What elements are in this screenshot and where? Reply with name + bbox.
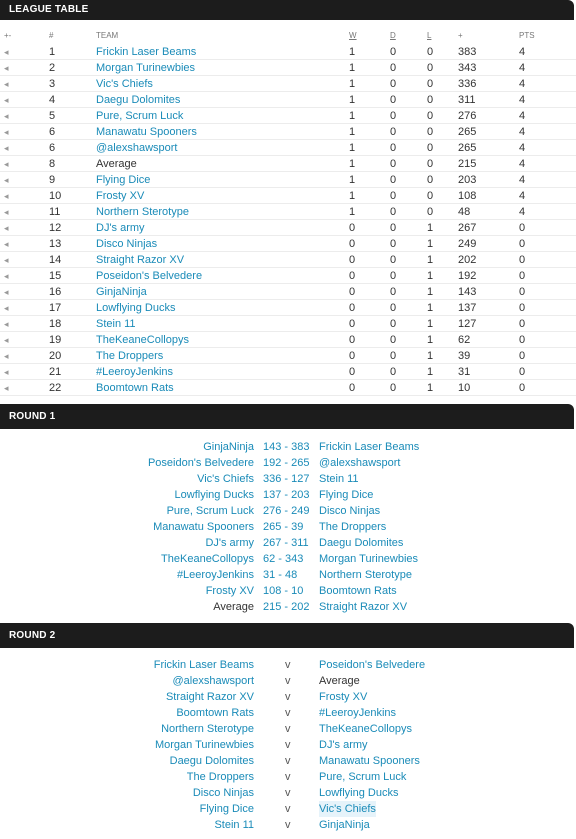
- pts-cell: 4: [519, 142, 526, 154]
- points-for-cell: 127: [458, 318, 477, 330]
- won-cell: 1: [349, 190, 356, 202]
- rank-cell: 20: [49, 350, 62, 362]
- drawn-cell: 0: [390, 366, 397, 378]
- arrow-left-icon: ◂: [4, 191, 9, 201]
- match-score-link[interactable]: 265 - 39: [263, 521, 304, 533]
- won-cell: 0: [349, 286, 356, 298]
- fixture-row: [0, 817, 576, 833]
- arrow-left-icon: ◂: [4, 143, 9, 153]
- points-for-cell: 383: [458, 46, 477, 58]
- points-for-cell: 39: [458, 350, 471, 362]
- home-team-link[interactable]: Frickin Laser Beams: [153, 659, 254, 671]
- away-team-link[interactable]: Vic's Chiefs: [319, 803, 376, 815]
- league-table-column-headers: [0, 31, 576, 45]
- drawn-cell: 0: [390, 350, 397, 362]
- team-link[interactable]: Frickin Laser Beams: [96, 46, 197, 58]
- arrow-left-icon: ◂: [4, 319, 9, 329]
- lost-cell: 1: [427, 350, 434, 362]
- away-team-link[interactable]: @alexshawsport: [319, 457, 401, 469]
- versus-label: v: [285, 675, 291, 687]
- match-row: [0, 583, 576, 599]
- drawn-cell: 0: [390, 142, 397, 154]
- match-row: [0, 599, 576, 615]
- table-row: [0, 300, 576, 316]
- points-for-cell: 108: [458, 190, 477, 202]
- pts-cell: 4: [519, 62, 526, 74]
- rank-cell: 19: [49, 334, 62, 346]
- lost-cell: 1: [427, 382, 434, 394]
- match-score-link[interactable]: 137 - 203: [263, 489, 310, 501]
- pts-cell: 4: [519, 46, 526, 58]
- home-team-link[interactable]: Manawatu Spooners: [153, 521, 254, 533]
- won-cell: 0: [349, 318, 356, 330]
- match-score-link[interactable]: 62 - 343: [263, 553, 304, 565]
- versus-label: v: [285, 755, 291, 767]
- won-cell: 0: [349, 366, 356, 378]
- pts-cell: 0: [519, 334, 526, 346]
- drawn-cell: 0: [390, 334, 397, 346]
- away-team-link[interactable]: Flying Dice: [319, 489, 374, 501]
- lost-cell: 0: [427, 158, 434, 170]
- match-row: [0, 535, 576, 551]
- table-row: [0, 220, 576, 236]
- away-team-link[interactable]: Boomtown Rats: [319, 585, 397, 597]
- arrow-left-icon: ◂: [4, 303, 9, 313]
- home-team-link[interactable]: #LeeroyJenkins: [176, 569, 254, 581]
- team-link[interactable]: Manawatu Spooners: [96, 126, 197, 138]
- match-score-link[interactable]: 192 - 265: [263, 457, 310, 469]
- home-team-link: Average: [213, 601, 254, 613]
- team-link[interactable]: Stein 11: [96, 318, 136, 330]
- points-for-cell: 265: [458, 142, 477, 154]
- points-for-cell: 203: [458, 174, 477, 186]
- drawn-cell: 0: [390, 302, 397, 314]
- drawn-cell: 0: [390, 78, 397, 90]
- home-team-link[interactable]: Morgan Turinewbies: [154, 739, 254, 751]
- table-row: [0, 124, 576, 140]
- away-team-link[interactable]: Poseidon's Belvedere: [319, 659, 426, 671]
- pts-cell: 0: [519, 318, 526, 330]
- drawn-cell: 0: [390, 190, 397, 202]
- drawn-cell: 0: [390, 382, 397, 394]
- col-pts-header: PTS: [519, 31, 535, 40]
- won-cell: 1: [349, 78, 356, 90]
- points-for-cell: 143: [458, 286, 477, 298]
- points-for-cell: 202: [458, 254, 477, 266]
- arrow-left-icon: ◂: [4, 351, 9, 361]
- away-team-link[interactable]: Straight Razor XV: [319, 601, 408, 613]
- won-cell: 1: [349, 62, 356, 74]
- arrow-left-icon: ◂: [4, 255, 9, 265]
- pts-cell: 0: [519, 286, 526, 298]
- drawn-cell: 0: [390, 174, 397, 186]
- match-row: [0, 567, 576, 583]
- team-link[interactable]: Vic's Chiefs: [96, 78, 153, 90]
- points-for-cell: 215: [458, 158, 477, 170]
- table-row: [0, 44, 576, 60]
- arrow-left-icon: ◂: [4, 287, 9, 297]
- match-row: [0, 551, 576, 567]
- won-cell: 1: [349, 158, 356, 170]
- versus-label: v: [285, 819, 291, 831]
- team-link[interactable]: Straight Razor XV: [96, 254, 185, 266]
- home-team-link[interactable]: Vic's Chiefs: [197, 473, 254, 485]
- team-link[interactable]: TheKeaneCollopys: [96, 334, 189, 346]
- drawn-cell: 0: [390, 270, 397, 282]
- rank-cell: 12: [49, 222, 62, 234]
- home-team-link[interactable]: Straight Razor XV: [165, 691, 254, 703]
- rank-cell: 10: [49, 190, 62, 202]
- home-team-link[interactable]: Frosty XV: [205, 585, 254, 597]
- away-team-link[interactable]: DJ's army: [319, 739, 368, 751]
- points-for-cell: 31: [458, 366, 471, 378]
- match-score-link[interactable]: 336 - 127: [263, 473, 310, 485]
- away-team-link[interactable]: Manawatu Spooners: [319, 755, 420, 767]
- rank-cell: 22: [49, 382, 62, 394]
- team-link[interactable]: Frosty XV: [96, 190, 145, 202]
- fixture-row: [0, 801, 576, 817]
- match-row: [0, 471, 576, 487]
- match-row: [0, 519, 576, 535]
- versus-label: v: [285, 707, 291, 719]
- won-cell: 0: [349, 222, 356, 234]
- rank-cell: 8: [49, 158, 56, 170]
- lost-cell: 0: [427, 78, 434, 90]
- points-for-cell: 249: [458, 238, 477, 250]
- arrow-left-icon: ◂: [4, 127, 9, 137]
- round-1-header: ROUND 1: [0, 404, 574, 429]
- fixture-row: [0, 769, 576, 785]
- team-link[interactable]: Morgan Turinewbies: [96, 62, 196, 74]
- lost-cell: 0: [427, 206, 434, 218]
- table-row: [0, 380, 576, 396]
- row-divider: [0, 395, 576, 396]
- away-team-link[interactable]: Pure, Scrum Luck: [319, 771, 407, 783]
- team-link: Average: [96, 158, 137, 170]
- rank-cell: 3: [49, 78, 56, 90]
- won-cell: 1: [349, 110, 356, 122]
- match-score-link[interactable]: 143 - 383: [263, 441, 310, 453]
- pts-cell: 4: [519, 158, 526, 170]
- won-cell: 1: [349, 206, 356, 218]
- versus-label: v: [285, 723, 291, 735]
- rank-cell: 18: [49, 318, 62, 330]
- lost-cell: 1: [427, 302, 434, 314]
- pts-cell: 4: [519, 206, 526, 218]
- lost-cell: 1: [427, 238, 434, 250]
- home-team-link[interactable]: Lowflying Ducks: [174, 489, 254, 501]
- points-for-cell: 265: [458, 126, 477, 138]
- fixture-row: [0, 753, 576, 769]
- home-team-link[interactable]: @alexshawsport: [172, 675, 254, 687]
- won-cell: 1: [349, 94, 356, 106]
- team-link[interactable]: Pure, Scrum Luck: [96, 110, 184, 122]
- team-link[interactable]: @alexshawsport: [96, 142, 178, 154]
- table-row: [0, 268, 576, 284]
- fixture-row: [0, 689, 576, 705]
- drawn-cell: 0: [390, 62, 397, 74]
- drawn-cell: 0: [390, 126, 397, 138]
- fixture-row: [0, 737, 576, 753]
- won-cell: 1: [349, 142, 356, 154]
- drawn-cell: 0: [390, 238, 397, 250]
- rank-cell: 6: [49, 126, 56, 138]
- lost-cell: 1: [427, 270, 434, 282]
- away-team-link[interactable]: The Droppers: [319, 521, 387, 533]
- won-cell: 0: [349, 302, 356, 314]
- pts-cell: 0: [519, 382, 526, 394]
- won-cell: 0: [349, 270, 356, 282]
- home-team-link[interactable]: Poseidon's Belvedere: [147, 457, 254, 469]
- lost-cell: 1: [427, 318, 434, 330]
- won-cell: 0: [349, 254, 356, 266]
- table-row: [0, 76, 576, 92]
- col-drawn-header[interactable]: D: [390, 31, 396, 40]
- drawn-cell: 0: [390, 286, 397, 298]
- arrow-left-icon: ◂: [4, 383, 9, 393]
- won-cell: 0: [349, 334, 356, 346]
- home-team-link[interactable]: Pure, Scrum Luck: [166, 505, 254, 517]
- points-for-cell: 62: [458, 334, 471, 346]
- arrow-left-icon: ◂: [4, 367, 9, 377]
- pts-cell: 4: [519, 78, 526, 90]
- arrow-left-icon: ◂: [4, 79, 9, 89]
- versus-label: v: [285, 803, 291, 815]
- lost-cell: 0: [427, 110, 434, 122]
- col-points-for-header: +: [458, 31, 463, 40]
- won-cell: 0: [349, 350, 356, 362]
- lost-cell: 1: [427, 366, 434, 378]
- won-cell: 0: [349, 238, 356, 250]
- rank-cell: 21: [49, 366, 62, 378]
- lost-cell: 0: [427, 46, 434, 58]
- team-link[interactable]: GinjaNinja: [96, 286, 147, 298]
- versus-label: v: [285, 771, 291, 783]
- arrow-left-icon: ◂: [4, 335, 9, 345]
- rank-cell: 6: [49, 142, 56, 154]
- away-team-link[interactable]: Lowflying Ducks: [319, 787, 399, 799]
- lost-cell: 1: [427, 254, 434, 266]
- round-2-header: ROUND 2: [0, 623, 574, 648]
- versus-label: v: [285, 739, 291, 751]
- points-for-cell: 343: [458, 62, 477, 74]
- lost-cell: 0: [427, 62, 434, 74]
- table-row: [0, 236, 576, 252]
- home-team-link[interactable]: The Droppers: [186, 771, 254, 783]
- match-score-link[interactable]: 108 - 10: [263, 585, 304, 597]
- pts-cell: 4: [519, 110, 526, 122]
- arrow-left-icon: ◂: [4, 63, 9, 73]
- points-for-cell: 10: [458, 382, 471, 394]
- away-team-link[interactable]: Morgan Turinewbies: [319, 553, 419, 565]
- match-row: [0, 439, 576, 455]
- match-row: [0, 455, 576, 471]
- versus-label: v: [285, 787, 291, 799]
- away-team-link[interactable]: GinjaNinja: [319, 819, 370, 831]
- team-link[interactable]: Lowflying Ducks: [96, 302, 176, 314]
- table-row: [0, 140, 576, 156]
- rank-cell: 9: [49, 174, 56, 186]
- pts-cell: 4: [519, 190, 526, 202]
- lost-cell: 0: [427, 190, 434, 202]
- points-for-cell: 48: [458, 206, 471, 218]
- arrow-left-icon: ◂: [4, 95, 9, 105]
- points-for-cell: 311: [458, 94, 476, 106]
- team-link[interactable]: Flying Dice: [96, 174, 151, 186]
- pts-cell: 4: [519, 94, 526, 106]
- home-team-link[interactable]: Daegu Dolomites: [169, 755, 254, 767]
- team-link[interactable]: Boomtown Rats: [96, 382, 174, 394]
- lost-cell: 0: [427, 94, 434, 106]
- team-link[interactable]: #LeeroyJenkins: [96, 366, 174, 378]
- away-team-link[interactable]: TheKeaneCollopys: [319, 723, 412, 735]
- home-team-link[interactable]: Stein 11: [214, 819, 254, 831]
- pts-cell: 0: [519, 302, 526, 314]
- pts-cell: 0: [519, 366, 526, 378]
- table-row: [0, 316, 576, 332]
- rank-cell: 15: [49, 270, 62, 282]
- versus-label: v: [285, 691, 291, 703]
- table-row: [0, 92, 576, 108]
- away-team-link[interactable]: Daegu Dolomites: [319, 537, 404, 549]
- home-team-link[interactable]: Boomtown Rats: [176, 707, 254, 719]
- table-row: [0, 156, 576, 172]
- arrow-left-icon: ◂: [4, 223, 9, 233]
- arrow-left-icon: ◂: [4, 47, 9, 57]
- home-team-link[interactable]: TheKeaneCollopys: [161, 553, 254, 565]
- points-for-cell: 336: [458, 78, 477, 90]
- pts-cell: 4: [519, 126, 526, 138]
- rank-cell: 5: [49, 110, 56, 122]
- lost-cell: 0: [427, 126, 434, 138]
- team-link[interactable]: Disco Ninjas: [96, 238, 158, 250]
- lost-cell: 1: [427, 222, 434, 234]
- arrow-left-icon: ◂: [4, 239, 9, 249]
- lost-cell: 0: [427, 142, 434, 154]
- col-team-header: TEAM: [96, 31, 119, 40]
- rank-cell: 1: [49, 46, 56, 58]
- won-cell: 1: [349, 126, 356, 138]
- team-link[interactable]: Daegu Dolomites: [96, 94, 181, 106]
- table-row: [0, 252, 576, 268]
- match-row: [0, 487, 576, 503]
- table-row: [0, 364, 576, 380]
- points-for-cell: 276: [458, 110, 477, 122]
- arrow-left-icon: ◂: [4, 175, 9, 185]
- won-cell: 1: [349, 46, 356, 58]
- match-score-link[interactable]: 215 - 202: [263, 601, 310, 613]
- home-team-link[interactable]: DJ's army: [205, 537, 254, 549]
- lost-cell: 0: [427, 174, 434, 186]
- away-team-link[interactable]: Disco Ninjas: [319, 505, 381, 517]
- rank-cell: 11: [49, 206, 61, 218]
- match-row: [0, 503, 576, 519]
- points-for-cell: 267: [458, 222, 477, 234]
- drawn-cell: 0: [390, 94, 397, 106]
- fixture-row: [0, 705, 576, 721]
- drawn-cell: 0: [390, 206, 397, 218]
- home-team-link[interactable]: GinjaNinja: [203, 441, 254, 453]
- rank-cell: 2: [49, 62, 56, 74]
- table-row: [0, 188, 576, 204]
- col-rank-header: #: [49, 31, 54, 40]
- table-row: [0, 204, 576, 220]
- away-team-link[interactable]: Northern Sterotype: [319, 569, 412, 581]
- col-lost-header[interactable]: L: [427, 31, 432, 40]
- match-score-link[interactable]: 276 - 249: [263, 505, 310, 517]
- home-team-link[interactable]: Northern Sterotype: [161, 723, 254, 735]
- points-for-cell: 137: [458, 302, 477, 314]
- drawn-cell: 0: [390, 318, 397, 330]
- lost-cell: 1: [427, 334, 434, 346]
- drawn-cell: 0: [390, 158, 397, 170]
- team-link[interactable]: DJ's army: [96, 222, 145, 234]
- arrow-left-icon: ◂: [4, 207, 9, 217]
- points-for-cell: 192: [458, 270, 477, 282]
- rank-cell: 13: [49, 238, 62, 250]
- won-cell: 0: [349, 382, 356, 394]
- home-team-link[interactable]: Disco Ninjas: [192, 787, 254, 799]
- table-row: [0, 60, 576, 76]
- league-table-header: LEAGUE TABLE: [0, 0, 574, 20]
- col-won-header[interactable]: W: [349, 31, 357, 40]
- fixture-row: [0, 673, 576, 689]
- drawn-cell: 0: [390, 110, 397, 122]
- drawn-cell: 0: [390, 46, 397, 58]
- arrow-left-icon: ◂: [4, 111, 9, 121]
- match-score-link[interactable]: 31 - 48: [263, 569, 298, 581]
- drawn-cell: 0: [390, 222, 397, 234]
- table-row: [0, 108, 576, 124]
- arrow-left-icon: ◂: [4, 159, 9, 169]
- fixture-row: [0, 785, 576, 801]
- pts-cell: 4: [519, 174, 526, 186]
- away-team-link: Average: [319, 675, 360, 687]
- away-team-link[interactable]: Frosty XV: [319, 691, 368, 703]
- pts-cell: 0: [519, 254, 526, 266]
- fixture-row: [0, 657, 576, 673]
- pts-cell: 0: [519, 238, 526, 250]
- team-link[interactable]: Poseidon's Belvedere: [96, 270, 203, 282]
- table-row: [0, 284, 576, 300]
- team-link[interactable]: Northern Sterotype: [96, 206, 189, 218]
- pts-cell: 0: [519, 350, 526, 362]
- away-team-link[interactable]: Frickin Laser Beams: [319, 441, 420, 453]
- table-row: [0, 172, 576, 188]
- table-row: [0, 332, 576, 348]
- rank-cell: 4: [49, 94, 56, 106]
- drawn-cell: 0: [390, 254, 397, 266]
- rank-cell: 17: [49, 302, 62, 314]
- arrow-left-icon: ◂: [4, 271, 9, 281]
- lost-cell: 1: [427, 286, 434, 298]
- home-team-link[interactable]: Flying Dice: [199, 803, 254, 815]
- match-score-link[interactable]: 267 - 311: [263, 537, 309, 549]
- fixture-row: [0, 721, 576, 737]
- won-cell: 1: [349, 174, 356, 186]
- col-arrow-header: +-: [4, 31, 12, 40]
- table-row: [0, 348, 576, 364]
- pts-cell: 0: [519, 222, 526, 234]
- away-team-link[interactable]: Stein 11: [319, 473, 359, 485]
- rank-cell: 16: [49, 286, 62, 298]
- rank-cell: 14: [49, 254, 62, 266]
- pts-cell: 0: [519, 270, 526, 282]
- versus-label: v: [285, 659, 291, 671]
- team-link[interactable]: The Droppers: [96, 350, 164, 362]
- away-team-link[interactable]: #LeeroyJenkins: [319, 707, 397, 719]
